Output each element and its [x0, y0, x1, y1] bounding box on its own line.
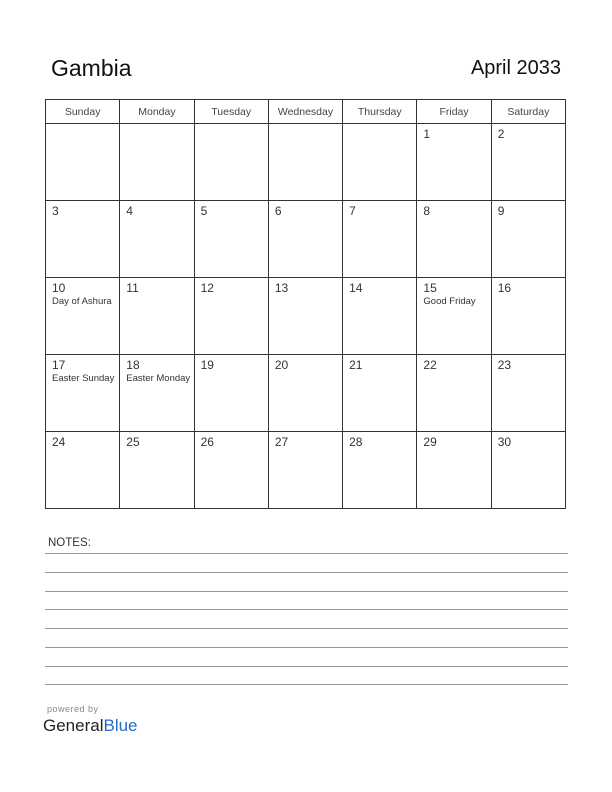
day-number: 29	[423, 435, 437, 449]
week-row	[46, 355, 566, 432]
holiday-label: Good Friday	[423, 296, 476, 307]
day-number: 6	[274, 204, 282, 218]
day-number: 11	[126, 281, 139, 295]
day-cell	[417, 355, 491, 432]
day-number: 4	[126, 204, 133, 218]
week-row	[46, 201, 566, 278]
day-number: 26	[200, 435, 214, 449]
notes-label: NOTES:	[48, 537, 91, 549]
day-cell	[343, 432, 417, 509]
day-cell	[343, 355, 417, 432]
day-cell	[120, 201, 194, 278]
day-cell	[120, 355, 194, 432]
note-line	[45, 684, 568, 685]
note-line	[45, 572, 568, 573]
day-cell	[46, 432, 120, 509]
day-number: 14	[349, 281, 363, 295]
generalblue-logo[interactable]	[43, 716, 138, 736]
week-row	[46, 278, 566, 355]
weekday-friday: Friday	[417, 100, 491, 124]
day-number: 16	[497, 281, 512, 295]
day-cell	[268, 432, 342, 509]
note-line	[45, 591, 568, 592]
note-line	[45, 609, 568, 610]
day-number: 23	[497, 358, 512, 372]
weekday-saturday: Saturday	[491, 100, 565, 124]
week-row	[46, 124, 566, 201]
holiday-label: Easter Monday	[126, 373, 191, 384]
day-number: 20	[274, 358, 289, 372]
day-number: 17	[52, 358, 66, 372]
day-cell	[120, 278, 194, 355]
holiday-label: Day of Ashura	[52, 296, 112, 307]
weekday-wednesday: Wednesday	[268, 100, 342, 124]
day-cell	[194, 355, 268, 432]
day-number: 10	[52, 281, 66, 295]
day-number: 28	[349, 435, 363, 449]
day-number: 18	[126, 358, 140, 372]
brand-general-text: General	[43, 716, 104, 735]
weekday-tuesday: Tuesday	[194, 100, 268, 124]
day-cell	[268, 124, 342, 201]
day-cell	[343, 201, 417, 278]
day-number: 30	[497, 435, 512, 449]
day-number: 15	[423, 281, 437, 295]
day-cell	[46, 278, 120, 355]
week-row	[46, 432, 566, 509]
day-cell	[46, 124, 120, 201]
calendar-country-title: Gambia	[51, 55, 132, 81]
day-number: 2	[497, 127, 505, 141]
day-cell	[120, 432, 194, 509]
day-cell	[120, 124, 194, 201]
day-number: 13	[274, 281, 289, 295]
day-number: 19	[200, 358, 214, 372]
day-number: 1	[423, 127, 431, 141]
day-number: 25	[126, 435, 140, 449]
note-line	[45, 628, 568, 629]
day-cell	[194, 432, 268, 509]
calendar-grid	[45, 99, 566, 509]
day-cell	[491, 355, 565, 432]
weekday-header-row	[46, 100, 566, 124]
day-number: 21	[349, 358, 363, 372]
holiday-label: Easter Sunday	[52, 373, 115, 384]
day-number: 7	[349, 204, 356, 218]
day-number: 9	[497, 204, 505, 218]
day-cell	[343, 124, 417, 201]
day-cell	[268, 201, 342, 278]
note-line	[45, 647, 568, 648]
brand-blue-text: Blue	[103, 716, 138, 735]
day-number: 12	[200, 281, 214, 295]
weekday-sunday: Sunday	[46, 100, 120, 124]
day-number: 5	[200, 204, 208, 218]
day-number: 8	[423, 204, 431, 218]
day-cell	[417, 278, 491, 355]
day-cell	[491, 201, 565, 278]
note-line	[45, 553, 568, 554]
powered-by-text: powered by	[47, 704, 99, 714]
weekday-monday: Monday	[120, 100, 194, 124]
day-number: 27	[274, 435, 289, 449]
day-cell	[46, 355, 120, 432]
day-cell	[268, 355, 342, 432]
day-cell	[46, 201, 120, 278]
day-cell	[491, 278, 565, 355]
day-cell	[194, 124, 268, 201]
day-cell	[194, 201, 268, 278]
day-cell	[417, 124, 491, 201]
day-number: 22	[423, 358, 437, 372]
day-cell	[417, 201, 491, 278]
day-cell	[343, 278, 417, 355]
day-number: 24	[52, 435, 66, 449]
day-cell	[268, 278, 342, 355]
day-cell	[417, 432, 491, 509]
day-cell	[194, 278, 268, 355]
weekday-thursday: Thursday	[343, 100, 417, 124]
note-line	[45, 666, 568, 667]
day-cell	[491, 124, 565, 201]
day-number: 3	[52, 204, 59, 218]
calendar-month-year: April 2033	[470, 57, 561, 79]
day-cell	[491, 432, 565, 509]
